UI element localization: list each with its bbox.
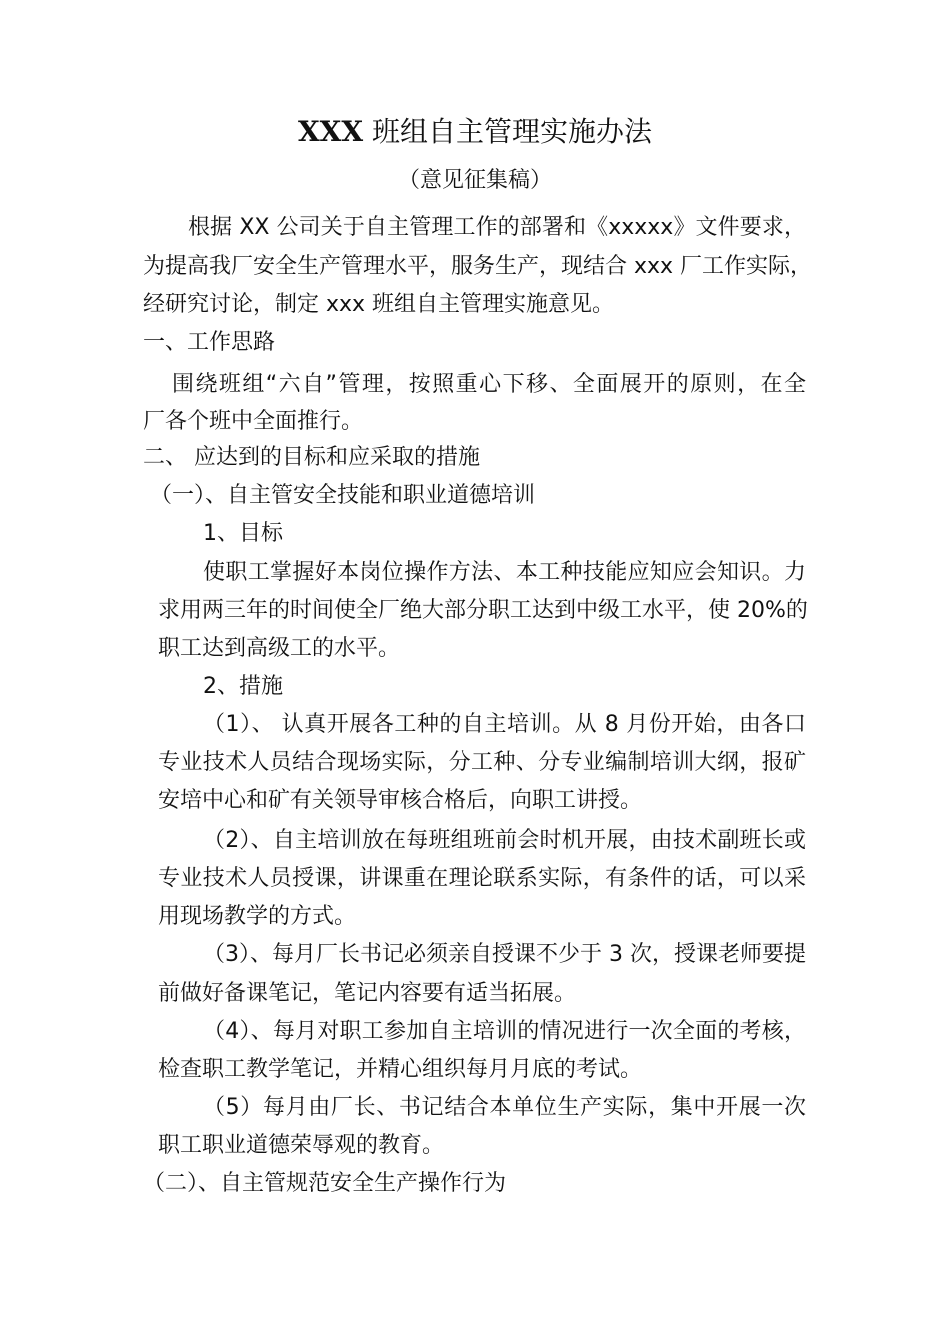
- body-line-3: 经研究讨论，制定 xxx 班组自主管理实施意见。: [143, 292, 615, 317]
- subsection-heading-1: （一）、自主管安全技能和职业道德培训: [150, 483, 536, 508]
- body-line-9: （1）、 认真开展各工种的自主培训。从 8 月份开始，由各口: [203, 712, 806, 737]
- title-main: 班组自主管理实施办法: [372, 115, 653, 148]
- body-line-17: （4）、每月对职工参加自主培训的情况进行一次全面的考核，: [203, 1019, 806, 1044]
- title-prefix: XXX: [297, 115, 364, 148]
- body-line-12: （2）、自主培训放在每班组班前会时机开展，由技术副班长或: [203, 828, 806, 853]
- section-heading-1: 一、工作思路: [143, 330, 276, 355]
- body-line-13: 专业技术人员授课，讲课重在理论联系实际，有条件的话，可以采: [158, 866, 806, 891]
- body-line-5: 厂各个班中全面推行。: [143, 409, 364, 434]
- body-line-6: 使职工掌握好本岗位操作方法、本工种技能应知应会知识。力: [203, 560, 806, 585]
- body-line-14: 用现场教学的方式。: [158, 904, 357, 929]
- document-title: [0, 112, 950, 152]
- section-heading-2: 二、 应达到的目标和应采取的措施: [143, 445, 480, 470]
- subsection-heading-2: （二）、自主管规范安全生产操作行为: [143, 1171, 507, 1196]
- body-line-2: 为提高我厂安全生产管理水平，服务生产，现结合 xxx 厂工作实际，: [143, 254, 813, 279]
- item-heading-goal: 1、目标: [203, 521, 283, 546]
- item-heading-measures: 2、措施: [203, 674, 283, 699]
- body-line-18: 检查职工教学笔记，并精心组织每月月底的考试。: [158, 1057, 643, 1082]
- body-line-7: 求用两三年的时间使全厂绝大部分职工达到中级工水平，使 20%的: [158, 598, 808, 623]
- body-line-10: 专业技术人员结合现场实际，分工种、分专业编制培训大纲，报矿: [158, 750, 806, 775]
- body-line-19: （5）每月由厂长、书记结合本单位生产实际，集中开展一次: [203, 1095, 806, 1120]
- body-line-11: 安培中心和矿有关领导审核合格后，向职工讲授。: [158, 788, 643, 813]
- body-line-20: 职工职业道德荣辱观的教育。: [158, 1133, 445, 1158]
- document-subtitle: （意见征集稿）: [397, 168, 552, 193]
- body-line-1: 根据 XX 公司关于自主管理工作的部署和《xxxxx》文件要求，: [188, 215, 806, 240]
- body-line-4: 围绕班组“六自”管理，按照重心下移、全面展开的原则，在全: [172, 372, 806, 397]
- body-line-8: 职工达到高级工的水平。: [158, 636, 401, 661]
- body-line-15: （3）、每月厂长书记必须亲自授课不少于 3 次，授课老师要提: [203, 942, 806, 967]
- body-line-16: 前做好备课笔记，笔记内容要有适当拓展。: [158, 981, 577, 1006]
